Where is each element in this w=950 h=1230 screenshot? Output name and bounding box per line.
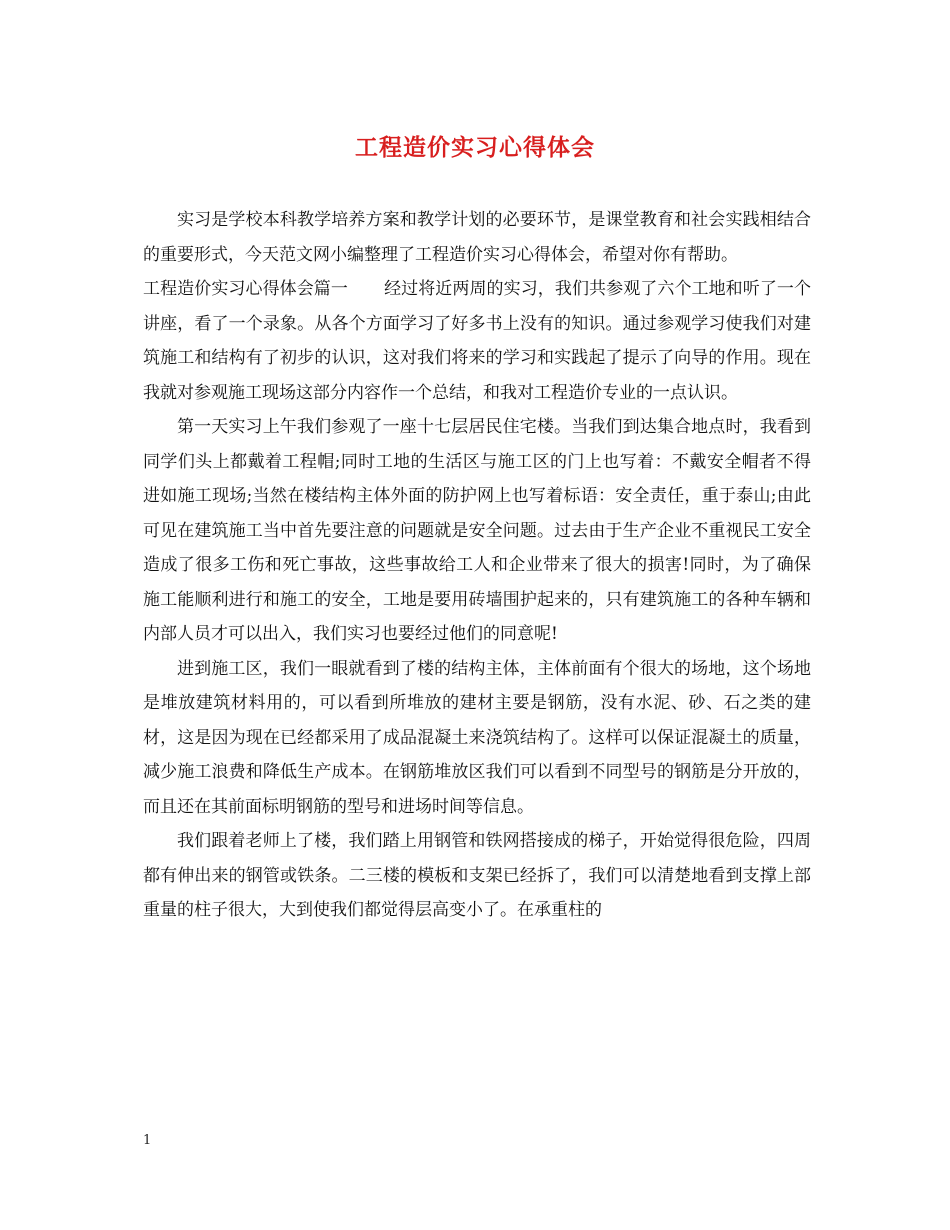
body-paragraph-1: 第一天实习上午我们参观了一座十七层居民住宅楼。当我们到达集合地点时，我看到同学们头上都戴着工程帽;同时工地的生活区与施工区的门上也写着：不戴安全帽者不得进如施工现场;当然在楼结构主体外面的防护网上也写着标语：安全责任，重于泰山;由此可见在建筑施工当中首先要注意的问题就是安全问题。过去由于生产企业不重视民工安全造成了很多工伤和死亡事故，这些事故给工人和企业带来了很大的损害!同时，为了确保施工能顺利进行和施工的安全，工地是要用砖墙围护起来的，只有建筑施工的各种车辆和内部人员才可以出入，我们实习也要经过他们的同意呢! <box>143 417 811 644</box>
body-paragraph-3: 我们跟着老师上了楼，我们踏上用钢管和铁网搭接成的梯子，开始觉得很危险，四周都有伸出来的钢管或铁条。二三楼的模板和支架已经拆了，我们可以清楚地看到支撑上部重量的柱子很大，大到使我们都觉得层高变小了。在承重柱的 <box>143 831 811 920</box>
body-paragraph-2: 进到施工区，我们一眼就看到了楼的结构主体，主体前面有个很大的场地，这个场地是堆放建筑材料用的，可以看到所堆放的建材主要是钢筋，没有水泥、砂、石之类的建材，这是因为现在已经都采用了成品混凝土来浇筑结构了。这样可以保证混凝土的质量，减少施工浪费和降低生产成本。在钢筋堆放区我们可以看到不同型号的钢筋是分开放的，而且还在其前面标明钢筋的型号和进场时间等信息。 <box>143 658 811 817</box>
document-body <box>143 203 811 928</box>
page-number: 1 <box>143 1133 152 1148</box>
section-paragraph <box>143 272 811 410</box>
document-title: 工程造价实习心得体会 <box>355 134 595 161</box>
section-text: 经过将近两周的实习，我们共参观了六个工地和听了一个讲座，看了一个录象。从各个方面学习了好多书上没有的知识。通过参观学习使我们对建筑施工和结构有了初步的认识，这对我们将来的学习和实践起了提示了向导的作用。现在我就对参观施工现场这部分内容作一个总结，和我对工程造价专业的一点认识。 <box>143 279 812 403</box>
section-heading: 工程造价实习心得体会篇一 <box>143 279 348 299</box>
intro-paragraph: 实习是学校本科教学培养方案和教学计划的必要环节，是课堂教育和社会实践相结合的重要形式，今天范文网小编整理了工程造价实习心得体会，希望对你有帮助。 <box>143 210 811 265</box>
